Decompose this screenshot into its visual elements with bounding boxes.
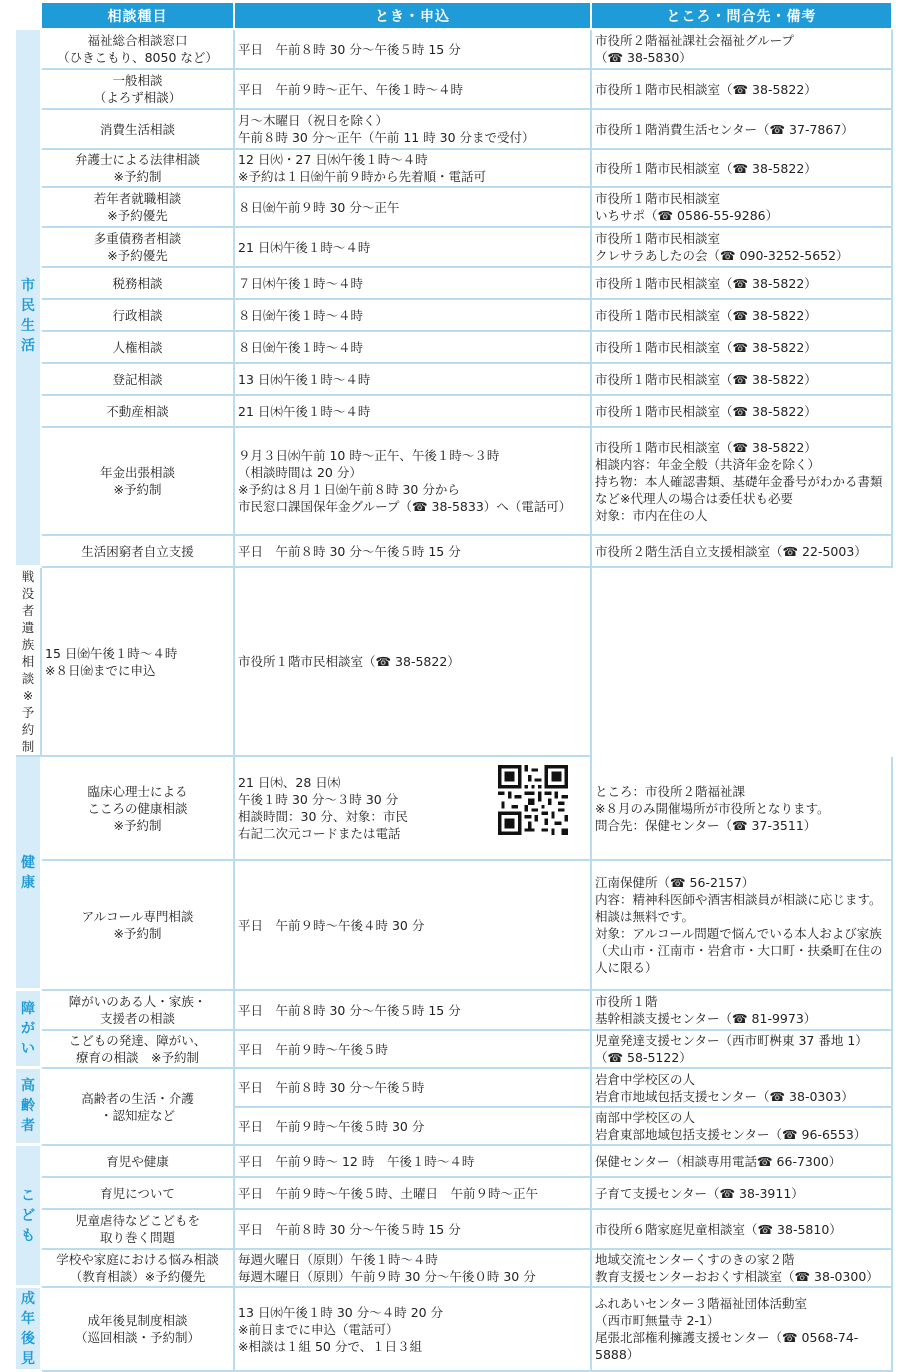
consult-type: 福祉総合相談窓口 （ひきこもり、8050 など） bbox=[42, 30, 235, 70]
header-type: 相談種目 bbox=[42, 3, 235, 30]
consult-where: 市役所１階 基幹相談支援センター（☎ 81-9973） bbox=[592, 991, 893, 1031]
consult-when: ８日㈮午後１時～４時 bbox=[235, 332, 592, 364]
table-row bbox=[16, 1178, 893, 1210]
consult-type: 生活困窮者自立支援 bbox=[42, 536, 235, 568]
consult-where: 市役所１階市民相談室 いちサポ（☎ 0586-55-9286） bbox=[592, 188, 893, 228]
section-label-kodomo: こども bbox=[16, 1146, 42, 1288]
table-header-row bbox=[16, 3, 893, 30]
consult-when bbox=[235, 757, 592, 861]
consult-where: ところ：市役所２階福祉課 ※８月のみ開催場所が市役所となります。 問合先：保健センター（☎ 37-3511） bbox=[592, 757, 893, 861]
header-where: ところ・問合先・備考 bbox=[592, 3, 893, 30]
table-row bbox=[16, 1210, 893, 1250]
consult-type: こどもの発達、障がい、 療育の相談 ※予約制 bbox=[42, 1031, 235, 1069]
consult-where: 岩倉中学校区の人 岩倉市地域包括支援センター（☎ 38-0303） bbox=[592, 1069, 893, 1108]
consult-type: 多重債務者相談 ※予約優先 bbox=[42, 228, 235, 268]
consult-type: 学校や家庭における悩み相談 （教育相談）※予約優先 bbox=[42, 1250, 235, 1288]
consult-where: 市役所６階家庭児童相談室（☎ 38-5810） bbox=[592, 1210, 893, 1250]
table-row bbox=[16, 1250, 893, 1288]
consult-when: 平日 午前８時 30 分～午後５時 bbox=[235, 1069, 592, 1108]
header-when: とき・申込 bbox=[235, 3, 592, 30]
consult-where: 南部中学校区の人 岩倉東部地域包括支援センター（☎ 96-6553） bbox=[592, 1108, 893, 1146]
consult-type: 弁護士による法律相談 ※予約制 bbox=[42, 150, 235, 188]
consult-where: 市役所１階消費生活センター（☎ 37-7867） bbox=[592, 110, 893, 150]
consult-type: 戦没者遺族相談 ※予約制 bbox=[16, 568, 42, 757]
table-row bbox=[16, 70, 893, 110]
consult-type: 若年者就職相談 ※予約優先 bbox=[42, 188, 235, 228]
table-row bbox=[16, 188, 893, 228]
table-row bbox=[16, 991, 893, 1031]
table-row bbox=[16, 396, 893, 428]
consult-when: 平日 午前９時～午後５時 bbox=[235, 1031, 592, 1069]
consult-type: 行政相談 bbox=[42, 300, 235, 332]
qr-code-icon[interactable] bbox=[498, 765, 568, 835]
consult-where: 市役所１階市民相談室（☎ 38-5822） bbox=[592, 396, 893, 428]
consult-type: 臨床心理士による こころの健康相談 ※予約制 bbox=[42, 757, 235, 861]
consult-where: 保健センター（相談専用電話☎ 66-7300） bbox=[592, 1146, 893, 1178]
table-row bbox=[16, 536, 893, 568]
section-label-koreisha: 高齢者 bbox=[16, 1069, 42, 1146]
consult-type: 障がいのある人・家族・ 支援者の相談 bbox=[42, 991, 235, 1031]
table-row bbox=[16, 1146, 893, 1178]
consult-when-text: 21 日㈭、28 日㈭ 午後１時 30 分～３時 30 分 相談時間：30 分、対象：市民 右記二次元コードまたは電話 bbox=[238, 775, 408, 841]
consult-when: 21 日㈭午後１時～４時 bbox=[235, 396, 592, 428]
table-row bbox=[16, 1069, 893, 1108]
consult-where: 市役所１階市民相談室 クレサラあしたの会（☎ 090-3252-5652） bbox=[592, 228, 893, 268]
consult-where: 市役所１階市民相談室（☎ 38-5822） bbox=[592, 150, 893, 188]
table-row bbox=[16, 268, 893, 300]
consult-when: ９月３日㈬午前 10 時～正午、午後１時～３時 （相談時間は 20 分） ※予約は８月１日㈮午前８時 30 分から 市民窓口課国保年金グループ（☎ 38-5833）へ（電話可） bbox=[235, 428, 592, 536]
consult-where: 市役所１階市民相談室（☎ 38-5822） bbox=[592, 364, 893, 396]
consult-type: 人権相談 bbox=[42, 332, 235, 364]
table-row bbox=[16, 1031, 893, 1069]
consult-type: 育児や健康 bbox=[42, 1146, 235, 1178]
consult-when: 21 日㈭午後１時～４時 bbox=[235, 228, 592, 268]
consult-where: 市役所１階市民相談室（☎ 38-5822） bbox=[592, 332, 893, 364]
table-row bbox=[16, 30, 893, 70]
consult-where: 市役所２階生活自立支援相談室（☎ 22-5003） bbox=[592, 536, 893, 568]
section-label-shogai: 障がい bbox=[16, 991, 42, 1069]
consult-when: 平日 午前８時 30 分～午後５時 15 分 bbox=[235, 30, 592, 70]
consult-where: 市役所２階福祉課社会福祉グループ （☎ 38-5830） bbox=[592, 30, 893, 70]
consult-type: 登記相談 bbox=[42, 364, 235, 396]
consult-where: 児童発達支援センター（西市町桝東 37 番地 1） （☎ 58-5122） bbox=[592, 1031, 893, 1069]
consult-when: 平日 午前９時～ 12 時 午後１時～４時 bbox=[235, 1146, 592, 1178]
consult-when: 平日 午前９時～午後４時 30 分 bbox=[235, 861, 592, 991]
consult-type: 一般相談 （よろず相談） bbox=[42, 70, 235, 110]
section-label-seinen: 成年後見 bbox=[16, 1288, 42, 1372]
consult-where: 市役所１階市民相談室（☎ 38-5822） bbox=[235, 568, 592, 757]
consult-where: 市役所１階市民相談室（☎ 38-5822） 相談内容：年金全般（共済年金を除く） 持ち物：本人確認書類、基礎年金番号がわかる書類など※代理人の場合は委任状も必要 対象：市内在住の人 bbox=[592, 428, 893, 536]
consult-when: 13 日㈬午後１時～４時 bbox=[235, 364, 592, 396]
consult-when: 平日 午前９時～午後５時、土曜日 午前９時～正午 bbox=[235, 1178, 592, 1210]
consult-where: 市役所１階市民相談室（☎ 38-5822） bbox=[592, 70, 893, 110]
table-row bbox=[16, 332, 893, 364]
consult-when: 平日 午前８時 30 分～午後５時 15 分 bbox=[235, 536, 592, 568]
consult-where: 市役所１階市民相談室（☎ 38-5822） bbox=[592, 300, 893, 332]
consult-type: アルコール専門相談 ※予約制 bbox=[42, 861, 235, 991]
consult-where: 地域交流センターくすのきの家２階 教育支援センターおおくす相談室（☎ 38-0300） bbox=[592, 1250, 893, 1288]
consult-when: ７日㈭午後１時～４時 bbox=[235, 268, 592, 300]
table-row bbox=[16, 364, 893, 396]
consult-type: 育児について bbox=[42, 1178, 235, 1210]
consult-where: 市役所１階市民相談室（☎ 38-5822） bbox=[592, 268, 893, 300]
consult-type: 成年後見制度相談 （巡回相談・予約制） bbox=[42, 1288, 235, 1372]
consult-type: 児童虐待などこどもを 取り巻く問題 bbox=[42, 1210, 235, 1250]
table-row bbox=[16, 300, 893, 332]
consult-type: 税務相談 bbox=[42, 268, 235, 300]
consult-when: 13 日㈬午後１時 30 分～４時 20 分 ※前日までに申込（電話可） ※相談は１組 50 分で、１日３組 bbox=[235, 1288, 592, 1372]
consult-where: 江南保健所（☎ 56-2157） 内容：精神科医師や酒害相談員が相談に応じます。 相談は無料です。 対象：アルコール問題で悩んでいる本人および家族（犬山市・江南市・岩倉市・大口町・扶桑町在住の人に限る） bbox=[592, 861, 893, 991]
consult-type: 消費生活相談 bbox=[42, 110, 235, 150]
consult-type: 年金出張相談 ※予約制 bbox=[42, 428, 235, 536]
consult-type: 高齢者の生活・介護 ・認知症など bbox=[42, 1069, 235, 1146]
consult-where: ふれあいセンター３階福祉団体活動室 （西市町無量寺 2-1） 尾張北部権利擁護支援センター（☎ 0568-74-5888） bbox=[592, 1288, 893, 1372]
table-row bbox=[16, 1288, 893, 1372]
consult-when: 平日 午前９時～午後５時 30 分 bbox=[235, 1108, 592, 1146]
consult-when: 平日 午前９時～正午、午後１時～４時 bbox=[235, 70, 592, 110]
section-label-kenko: 健康 bbox=[16, 757, 42, 991]
consult-when: ８日㈮午後１時～４時 bbox=[235, 300, 592, 332]
header-corner bbox=[16, 3, 42, 30]
consult-when: 平日 午前８時 30 分～午後５時 15 分 bbox=[235, 991, 592, 1031]
consult-when: 毎週火曜日（原則）午後１時～４時 毎週木曜日（原則）午前９時 30 分～午後０時 30 分 bbox=[235, 1250, 592, 1288]
consult-where: 子育て支援センター（☎ 38-3911） bbox=[592, 1178, 893, 1210]
table-row bbox=[16, 428, 893, 536]
table-row bbox=[16, 568, 893, 757]
table-row bbox=[16, 110, 893, 150]
table-row bbox=[16, 150, 893, 188]
consult-when: 15 日㈮午後１時～４時 ※８日㈮までに申込 bbox=[42, 568, 235, 757]
consultation-table bbox=[16, 3, 893, 1372]
consult-type: 不動産相談 bbox=[42, 396, 235, 428]
consult-when: 平日 午前８時 30 分～午後５時 15 分 bbox=[235, 1210, 592, 1250]
table-row bbox=[16, 757, 893, 861]
consult-when: 12 日㈫・27 日㈬午後１時～４時 ※予約は１日㈮午前９時から先着順・電話可 bbox=[235, 150, 592, 188]
section-label-shimin: 市民生活 bbox=[16, 30, 42, 568]
table-row bbox=[16, 228, 893, 268]
consult-when: 月～木曜日（祝日を除く） 午前８時 30 分～正午（午前 11 時 30 分まで受付） bbox=[235, 110, 592, 150]
table-row bbox=[16, 861, 893, 991]
consult-when: ８日㈮午前９時 30 分～正午 bbox=[235, 188, 592, 228]
